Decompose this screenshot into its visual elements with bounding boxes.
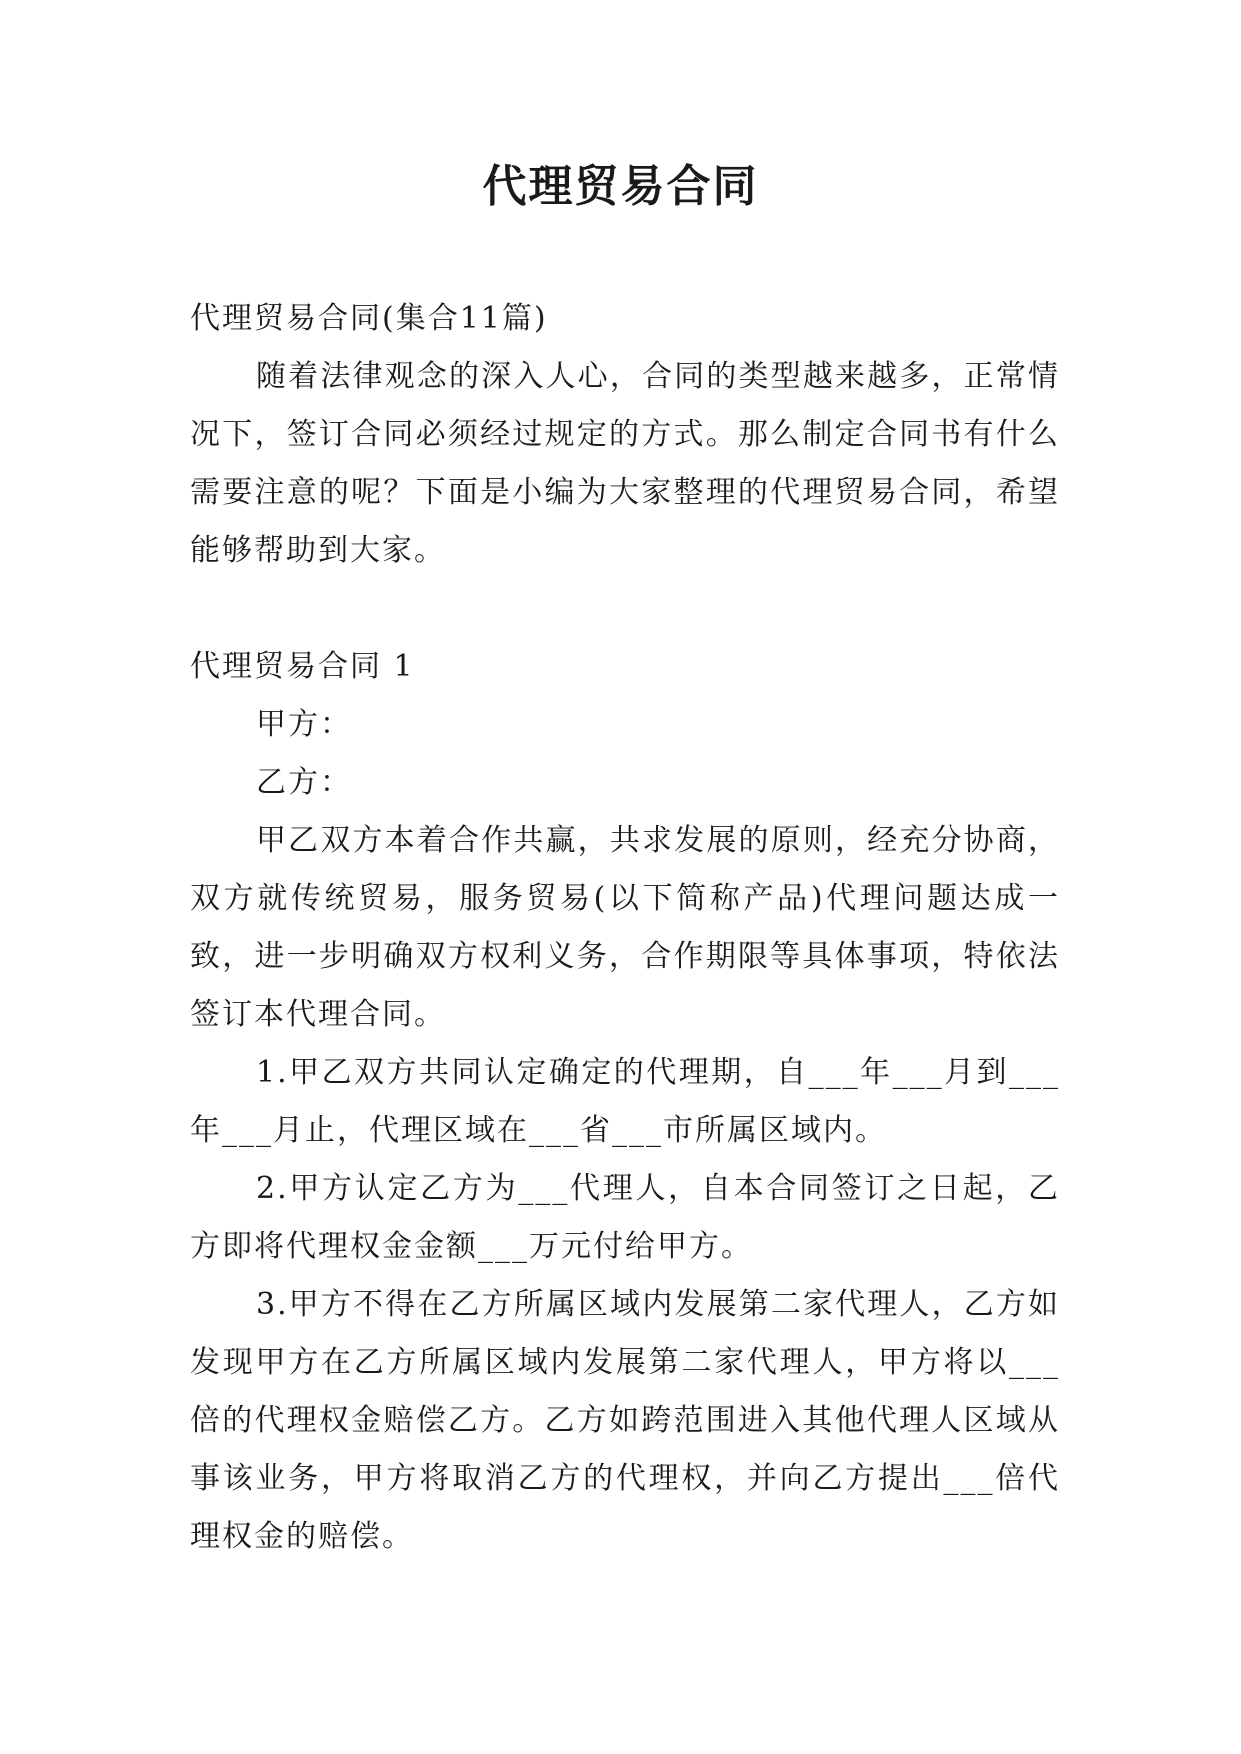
document-title: 代理贸易合同 xyxy=(482,161,759,212)
document-subtitle: 代理贸易合同(集合11篇) xyxy=(190,301,548,336)
section-spacer xyxy=(190,580,1060,638)
document-body xyxy=(190,290,1060,1566)
clause-3: 3.甲方不得在乙方所属区域内发展第二家代理人，乙方如发现甲方在乙方所属区域内发展第二家代理人，甲方将以___倍的代理权金赔偿乙方。乙方如跨范围进入其他代理人区域从事该业务，甲方将取消乙方的代理权，并向乙方提出___倍代理权金的赔偿。 xyxy=(190,1287,1060,1554)
section-heading: 代理贸易合同 1 xyxy=(190,649,415,684)
intro-paragraph: 随着法律观念的深入人心，合同的类型越来越多，正常情况下，签订合同必须经过规定的方式。那么制定合同书有什么需要注意的呢？下面是小编为大家整理的代理贸易合同，希望能够帮助到大家。 xyxy=(190,359,1060,568)
clause-2: 2.甲方认定乙方为___代理人，自本合同签订之日起，乙方即将代理权金金额___万元付给甲方。 xyxy=(190,1171,1060,1264)
preamble-paragraph: 甲乙双方本着合作共赢，共求发展的原则，经充分协商，双方就传统贸易，服务贸易(以下简称产品)代理问题达成一致，进一步明确双方权利义务，合作期限等具体事项，特依法签订本代理合同。 xyxy=(190,823,1060,1032)
party-b-label: 乙方： xyxy=(256,765,352,800)
party-a-label: 甲方： xyxy=(256,707,352,742)
clause-1: 1.甲乙双方共同认定确定的代理期，自___年___月到___年___月止，代理区域在___省___市所属区域内。 xyxy=(190,1055,1060,1148)
